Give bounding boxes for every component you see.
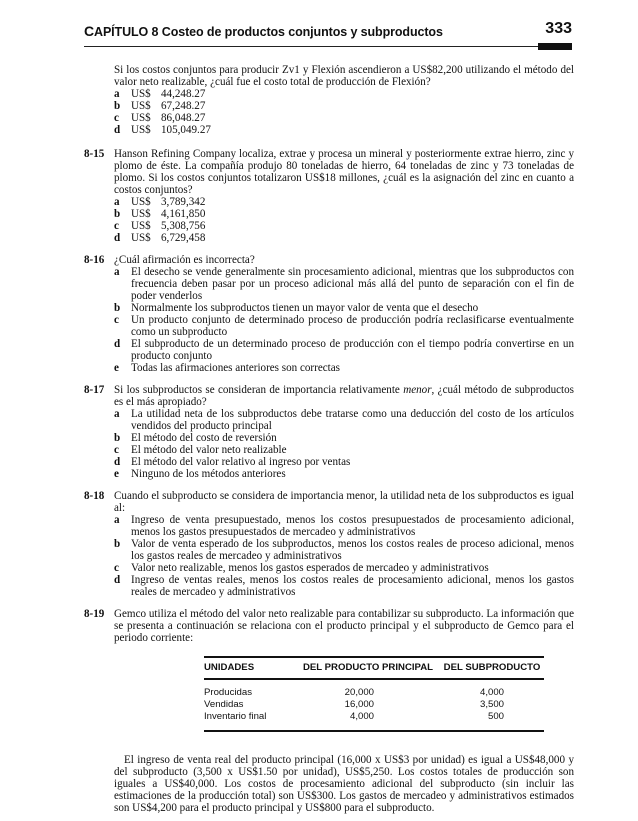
chapter-title: Costeo de productos conjuntos y subproductos (161, 25, 443, 39)
option (114, 220, 574, 232)
option-value: 6,729,458 (161, 232, 206, 244)
option-letter: a (114, 88, 120, 100)
option-list (114, 408, 574, 480)
option-letter: d (114, 456, 121, 468)
problem-text: Gemco utiliza el método del valor neto realizable para contabilizar su subproducto. La información que se presenta a continuación se relaciona con el producto principal y el subproducto de Gemco para el periodo corriente: (114, 608, 574, 644)
option (114, 208, 574, 220)
option-currency: US$ (131, 232, 151, 244)
option-value: 67,248.27 (161, 100, 206, 112)
option (114, 432, 574, 444)
table-cell: 16,000 (344, 699, 374, 710)
option (114, 314, 574, 338)
table-cell: 4,000 (349, 711, 374, 722)
table-header: UNIDADES (204, 657, 296, 679)
problem-number: 8-15 (84, 148, 105, 160)
option-text: El método del valor neto realizable (131, 444, 287, 456)
option-list (114, 88, 574, 136)
option-letter: d (114, 232, 121, 244)
option-letter: d (114, 338, 121, 350)
option-letter: b (114, 208, 121, 220)
table-cell: Producidas (204, 687, 252, 698)
option-text: Valor neto realizable, menos los gastos esperados de mercadeo y administrativos (131, 562, 489, 574)
option (114, 444, 574, 456)
option-currency: US$ (131, 124, 151, 136)
option (114, 408, 574, 432)
option (114, 456, 574, 468)
option-value: 86,048.27 (161, 112, 206, 124)
option-letter: c (114, 112, 119, 124)
table-bottom-rule (204, 731, 544, 732)
option-letter: d (114, 124, 121, 136)
problem-text-emphasis: menor (403, 384, 432, 396)
option-value: 3,789,342 (161, 196, 206, 208)
header-rule-bar (538, 43, 572, 50)
chapter-cap: C (84, 23, 95, 39)
option-letter: b (114, 432, 121, 444)
problem-number: 8-17 (84, 384, 105, 396)
table-header: DEL SUBPRODUCTO (440, 657, 544, 679)
option-letter: c (114, 220, 119, 232)
option-value: 4,161,850 (161, 208, 206, 220)
option (114, 100, 574, 112)
problem-8-17 (84, 384, 574, 480)
option (114, 302, 574, 314)
option-text: Ingreso de venta presupuestado, menos los costos presupuestados de procesamiento adicional, menos los gastos presupuestados de mercadeo y administrativos (131, 514, 574, 538)
table-cell: Inventario final (204, 711, 267, 722)
problem-continuation (84, 64, 574, 136)
table-row (204, 711, 544, 731)
problem-8-19 (84, 608, 574, 814)
problem-text: ¿Cuál afirmación es incorrecta? (114, 254, 255, 266)
table-row (204, 699, 544, 711)
units-table-wrapper (84, 656, 574, 732)
option-list (114, 196, 574, 244)
option-text: El desecho se vende generalmente sin procesamiento adicional, mientras que los subproductos con frecuencia deben pasar por un proceso adicional más allá del punto de separación con el fin de poder venderlos (131, 266, 574, 302)
option (114, 562, 574, 574)
table-header-row (204, 657, 544, 679)
option (114, 468, 574, 480)
problem-text: Hanson Refining Company localiza, extrae y procesa un mineral y posteriormente extrae hierro, zinc y plomo de éste. La compañía produjo 80 toneladas de hierro, 64 toneladas de zinc y 73 toneladas de plomo. Si los costos conjuntos totalizaron US$18 millones, ¿cuál es la asignación del zinc en cuanto a costos conjuntos? (114, 148, 574, 196)
table-cell: Vendidas (204, 699, 244, 710)
table-cell: 20,000 (344, 687, 374, 698)
table-cell: 3,500 (479, 699, 504, 710)
chapter-label: APÍTULO 8 (94, 25, 159, 39)
units-table (204, 656, 544, 732)
option-text: Un producto conjunto de determinado proceso de producción podría reclasificarse eventualmente como un subproducto (131, 314, 574, 338)
option-text: La utilidad neta de los subproductos debe tratarse como una deducción del costo de los artículos vendidos del producto principal (131, 408, 574, 432)
option-text: Ninguno de los métodos anteriores (131, 468, 286, 480)
option-value: 5,308,756 (161, 220, 206, 232)
option-letter: a (114, 514, 120, 526)
option-letter: c (114, 562, 119, 574)
option (114, 362, 574, 374)
problem-text: Si los costos conjuntos para producir Zv1 y Flexión ascendieron a US$82,200 utilizando el método del valor neto realizable, ¿cuál fue el costo total de producción de Flexión? (114, 64, 574, 88)
option (114, 124, 574, 136)
option-list (114, 514, 574, 598)
option-text: Valor de venta esperado de los subproductos, menos los costos reales de proceso adicional, menos los gastos reales de mercadeo y administrativos (131, 538, 574, 562)
option (114, 232, 574, 244)
option-letter: a (114, 266, 120, 278)
problem-8-18 (84, 490, 574, 598)
option-text: El método del valor relativo al ingreso por ventas (131, 456, 351, 468)
option-text: El subproducto de un determinado proceso de producción con el tiempo podría convertirse en un producto conjunto (131, 338, 574, 362)
option-letter: d (114, 574, 121, 586)
option-currency: US$ (131, 88, 151, 100)
option-currency: US$ (131, 196, 151, 208)
problem-number: 8-18 (84, 490, 105, 502)
table-row (204, 679, 544, 699)
option-letter: b (114, 100, 121, 112)
problem-text-part: , ¿cuál método de subproductos es el más apropiado? (114, 384, 574, 408)
option-letter: a (114, 196, 120, 208)
option-text: Ingreso de ventas reales, menos los costos reales de procesamiento adicional, menos los gastos reales de mercadeo y administrativos (131, 574, 574, 598)
option (114, 338, 574, 362)
option (114, 196, 574, 208)
page-number: 333 (545, 20, 572, 37)
option (114, 538, 574, 562)
option (114, 266, 574, 302)
page-content (84, 64, 574, 814)
option-letter: e (114, 362, 119, 374)
option-letter: a (114, 408, 120, 420)
problem-text-part: Si los subproductos se consideran de importancia relativamente (114, 384, 404, 396)
table-cell: 500 (487, 711, 504, 722)
closing-paragraph: El ingreso de venta real del producto principal (16,000 x US$3 por unidad) es igual a US$48,000 y del subproducto (3,500 x US$1.50 por unidad), US$5,250. Los costos totales de producción son iguales a US$40,000. Los costos de procesamiento adicional del subproducto (sin incluir las estimaciones de la producción total) son US$300. Los gastos de mercadeo y administrativos estimados son US$4,200 para el producto principal y US$800 para el subproducto. (114, 754, 574, 814)
problem-number: 8-16 (84, 254, 105, 266)
problem-8-16 (84, 254, 574, 374)
option-text: El método del costo de reversión (131, 432, 277, 444)
option-text: Todas las afirmaciones anteriores son correctas (131, 362, 340, 374)
option-currency: US$ (131, 112, 151, 124)
table-cell: 4,000 (479, 687, 504, 698)
option (114, 514, 574, 538)
option-letter: c (114, 314, 119, 326)
option-list (114, 266, 574, 374)
problem-text: Cuando el subproducto se considera de importancia menor, la utilidad neta de los subproductos es igual al: (114, 490, 574, 514)
option-letter: e (114, 468, 119, 480)
page-header (84, 20, 572, 46)
option-letter: c (114, 444, 119, 456)
option-text: Normalmente los subproductos tienen un mayor valor de venta que el desecho (131, 302, 479, 314)
option (114, 574, 574, 598)
option (114, 112, 574, 124)
problem-text (114, 384, 574, 408)
option-currency: US$ (131, 100, 151, 112)
header-rule (84, 46, 538, 47)
option-currency: US$ (131, 220, 151, 232)
problem-number: 8-19 (84, 608, 105, 620)
option-letter: b (114, 302, 121, 314)
option-value: 44,248.27 (161, 88, 206, 100)
problem-8-15 (84, 148, 574, 244)
option-letter: b (114, 538, 121, 550)
option-currency: US$ (131, 208, 151, 220)
option-value: 105,049.27 (161, 124, 211, 136)
chapter-heading (84, 23, 443, 39)
table-header: DEL PRODUCTO PRINCIPAL (296, 657, 440, 679)
option (114, 88, 574, 100)
